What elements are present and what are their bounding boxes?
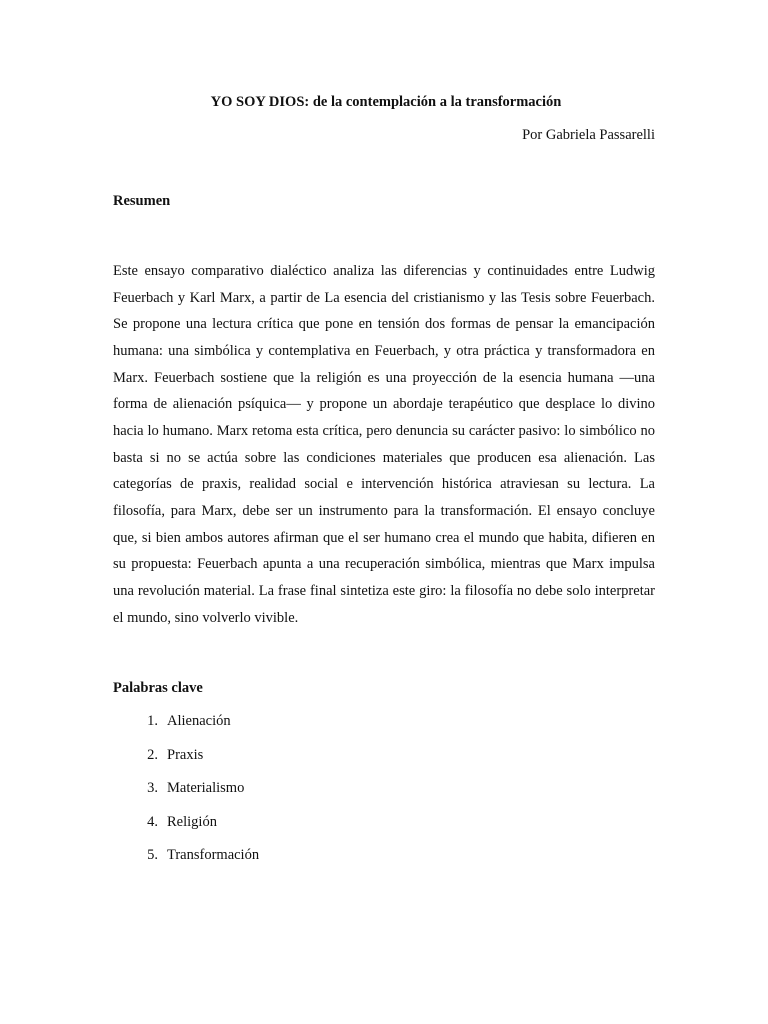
- keyword-item: [113, 711, 655, 731]
- keyword-number: 4.: [147, 813, 158, 830]
- keyword-item: [113, 745, 655, 765]
- keywords-heading: Palabras clave: [113, 680, 203, 697]
- keyword-item: [113, 845, 655, 865]
- keyword-number: 5.: [147, 847, 158, 864]
- keyword-number: 1.: [147, 713, 158, 730]
- abstract-paragraph: Este ensayo comparativo dialéctico analiza las diferencias y continuidades entre Ludwig Feuerbach y Karl Marx, a partir de La esencia del cristianismo y las Tesis sobre Feuerbach. Se propone una lectura crítica que pone en tensión dos formas de pensar la emancipación humana: una simbólica y contemplativa en Feuerbach, y otra práctica y transformadora en Marx. Feuerbach sostiene que la religión es una proyección de la esencia humana —una forma de alienación psíquica— y propone un abordaje terapéutico que desplace lo divino hacia lo humano. Marx retoma esta crítica, pero denuncia su carácter pasivo: lo simbólico no basta si no se actúa sobre las condiciones materiales que producen esa alienación. Las categorías de praxis, realidad social e intervención histórica atraviesan su lectura. La filosofía, para Marx, debe ser un instrumento para la transformación. El ensayo concluye que, si bien ambos autores afirman que el ser humano crea el mundo que habita, difieren en su propuesta: Feuerbach apunta a una recuperación simbólica, mientras que Marx impulsa una revolución material. La frase final sintetiza este giro: la filosofía no debe solo interpretar el mundo, sino volverlo vivible.: [113, 263, 655, 626]
- keyword-number: 2.: [147, 746, 158, 763]
- keyword-label: Materialismo: [167, 780, 245, 797]
- keyword-number: 3.: [147, 780, 158, 797]
- keyword-label: Praxis: [167, 746, 204, 763]
- document-author: Por Gabriela Passarelli: [522, 127, 655, 143]
- document-page: [113, 92, 655, 879]
- keyword-label: Religión: [167, 813, 217, 830]
- keyword-label: Alienación: [167, 713, 231, 730]
- abstract-heading: Resumen: [113, 193, 171, 209]
- document-title: YO SOY DIOS: de la contemplación a la transformación: [210, 94, 562, 110]
- keyword-item: [113, 778, 655, 798]
- keyword-label: Transformación: [167, 847, 260, 864]
- keyword-item: [113, 812, 655, 832]
- keywords-list: [113, 711, 655, 865]
